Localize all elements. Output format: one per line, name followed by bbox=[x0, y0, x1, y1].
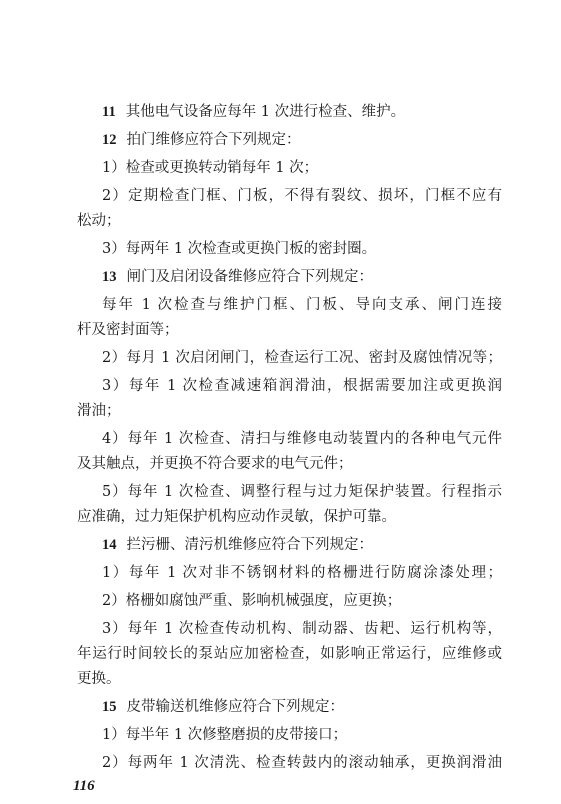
clause-number: 13 bbox=[102, 269, 117, 285]
clause-14 bbox=[102, 535, 502, 555]
clause-text: 闸门及启闭设备维修应符合下列规定： bbox=[126, 269, 373, 285]
item-text: 4）每年 1 次检查、清扫与维修电动装置内的各种电气元件 bbox=[102, 431, 502, 447]
list-item bbox=[102, 158, 502, 178]
item-text: 3）每两年 1 次检查或更换门板的密封圈。 bbox=[102, 241, 377, 257]
clause-text: 拦污栅、清污机维修应符合下列规定： bbox=[126, 537, 373, 553]
item-text: 5）每年 1 次检查、调整行程与过力矩保护装置。行程指示 bbox=[102, 484, 502, 500]
list-item-continuation bbox=[77, 320, 502, 340]
list-item-continuation bbox=[77, 454, 502, 474]
item-text: 年运行时间较长的泵站应加密检查，如影响正常运行，应维修或 bbox=[77, 646, 502, 662]
list-item bbox=[102, 482, 502, 502]
clause-12 bbox=[102, 130, 502, 150]
list-item bbox=[102, 295, 502, 315]
list-item bbox=[102, 376, 502, 396]
item-text: 更换。 bbox=[77, 671, 121, 687]
clause-11 bbox=[102, 102, 502, 122]
list-item bbox=[102, 239, 502, 259]
page-number: 116 bbox=[73, 778, 95, 794]
clause-text: 拍门维修应符合下列规定： bbox=[126, 132, 301, 148]
item-text: 杆及密封面等； bbox=[77, 322, 179, 338]
item-text: 滑油； bbox=[77, 403, 121, 419]
item-text: 2）格栅如腐蚀严重、影响机械强度，应更换； bbox=[102, 593, 402, 609]
clause-number: 11 bbox=[102, 104, 116, 120]
clause-number: 15 bbox=[102, 699, 117, 715]
list-item-continuation bbox=[77, 669, 502, 689]
clause-13 bbox=[102, 267, 502, 287]
clause-text: 其他电气设备应每年 1 次进行检查、维护。 bbox=[125, 104, 406, 120]
item-text: 1）检查或更换转动销每年 1 次； bbox=[102, 160, 319, 176]
list-item bbox=[102, 563, 502, 583]
item-text: 每年 1 次检查与维护门框、门板、导向支承、闸门连接 bbox=[102, 297, 502, 313]
item-text: 3）每年 1 次检查传动机构、制动器、齿耙、运行机构等， bbox=[102, 621, 502, 637]
item-text: 2）每月 1 次启闭闸门，检查运行工况、密封及腐蚀情况等； bbox=[102, 350, 502, 366]
item-text: 3）每年 1 次检查减速箱润滑油，根据需要加注或更换润 bbox=[102, 378, 502, 394]
clause-15 bbox=[102, 697, 502, 717]
list-item bbox=[102, 186, 502, 206]
list-item bbox=[102, 591, 502, 611]
item-text: 应准确，过力矩保护机构应动作灵敏，保护可靠。 bbox=[77, 509, 396, 525]
item-text: 2）定期检查门框、门板，不得有裂纹、损坏，门框不应有 bbox=[102, 188, 502, 204]
list-item-continuation bbox=[77, 401, 502, 421]
list-item-continuation bbox=[77, 507, 502, 527]
item-text: 及其触点，并更换不符合要求的电气元件； bbox=[77, 456, 353, 472]
clause-text: 皮带输送机维修应符合下列规定： bbox=[126, 699, 344, 715]
item-text: 1）每半年 1 次修整磨损的皮带接口； bbox=[102, 727, 348, 743]
item-text: 1）每年 1 次对非不锈钢材料的格栅进行防腐涂漆处理； bbox=[102, 565, 502, 581]
clause-number: 14 bbox=[102, 537, 117, 553]
list-item bbox=[102, 348, 502, 368]
list-item bbox=[102, 725, 502, 745]
list-item-continuation bbox=[77, 211, 502, 231]
list-item bbox=[102, 753, 502, 773]
list-item bbox=[102, 429, 502, 449]
list-item-continuation bbox=[77, 644, 502, 664]
item-text: 2）每两年 1 次清洗、检查转鼓内的滚动轴承，更换润滑油 bbox=[102, 755, 502, 771]
list-item bbox=[102, 619, 502, 639]
clause-number: 12 bbox=[102, 132, 117, 148]
item-text: 松动； bbox=[77, 213, 121, 229]
